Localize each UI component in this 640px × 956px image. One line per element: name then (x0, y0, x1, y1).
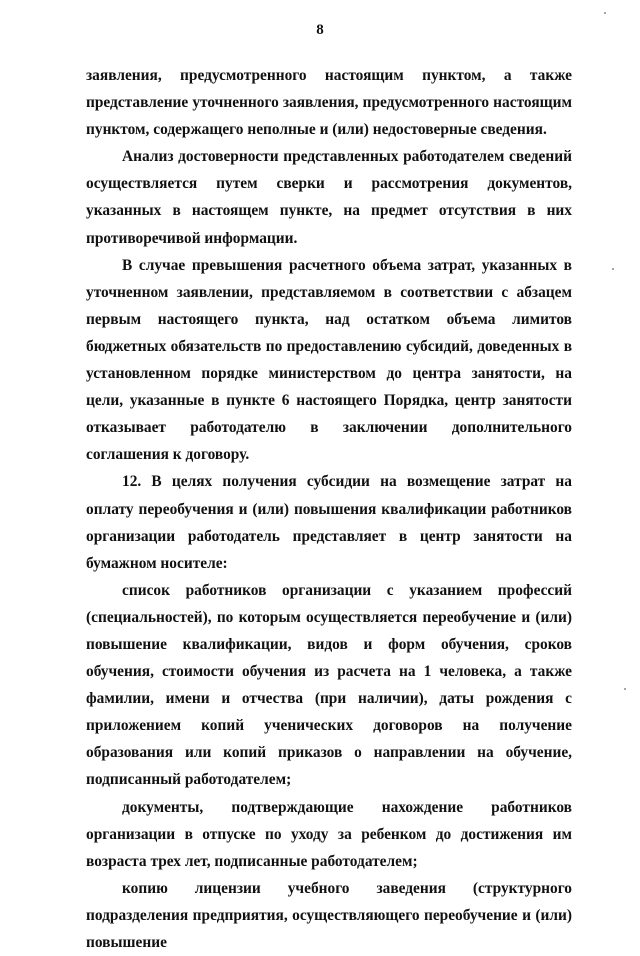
paragraph-4: 12. В целях получения субсидии на возмещение затрат на оплату переобучения и (или) повышения квалификации работников организации работодатель представляет в центр занятости на бумажном носителе: (86, 473, 572, 572)
scan-speck (624, 688, 626, 690)
document-body (86, 62, 572, 956)
paragraph-1: заявления, предусмотренного настоящим пунктом, а также представление уточненного заявления, предусмотренного настоящим пунктом, содержащего неполные и (или) недостоверные сведения. (86, 67, 572, 139)
paragraph-3: В случае превышения расчетного объема затрат, указанных в уточненном заявлении, представляемом в соответствии с абзацем первым настоящего пункта, над остатком объема лимитов бюджетных обязательств по предоставлению субсидий, доведенных в установленном порядке министерством до центра занятости, на цели, указанные в пункте 6 настоящего Порядка, центр занятости отказывает работодателю в заключении дополнительного соглашения к договору. (86, 256, 572, 464)
paragraph-5: список работников организации с указанием профессий (специальностей), по которым осуществляется переобучение и (или) повышение квалификации, видов и форм обучения, сроков обучения, стоимости обучения из расчета на 1 человека, а также фамилии, имени и отчества (при наличии), даты рождения с приложением копий ученических договоров на получение образования или копий приказов о направлении на обучение, подписанный работодателем; (86, 581, 572, 789)
paragraph-7: копию лицензии учебного заведения (структурного подразделения предприятия, осуществляющего переобучение и (или) повышение (86, 879, 572, 951)
paragraph-6: документы, подтверждающие нахождение работников организации в отпуске по уходу за ребенком до достижения им возраста трех лет, подписанные работодателем; (86, 798, 572, 870)
page-number: 8 (316, 22, 324, 38)
scan-speck (604, 12, 606, 14)
paragraph-2: Анализ достоверности представленных работодателем сведений осуществляется путем сверки и рассмотрения документов, указанных в настоящем пункте, на предмет отсутствия в них противоречивой информации. (86, 148, 572, 247)
scan-speck (612, 268, 614, 270)
